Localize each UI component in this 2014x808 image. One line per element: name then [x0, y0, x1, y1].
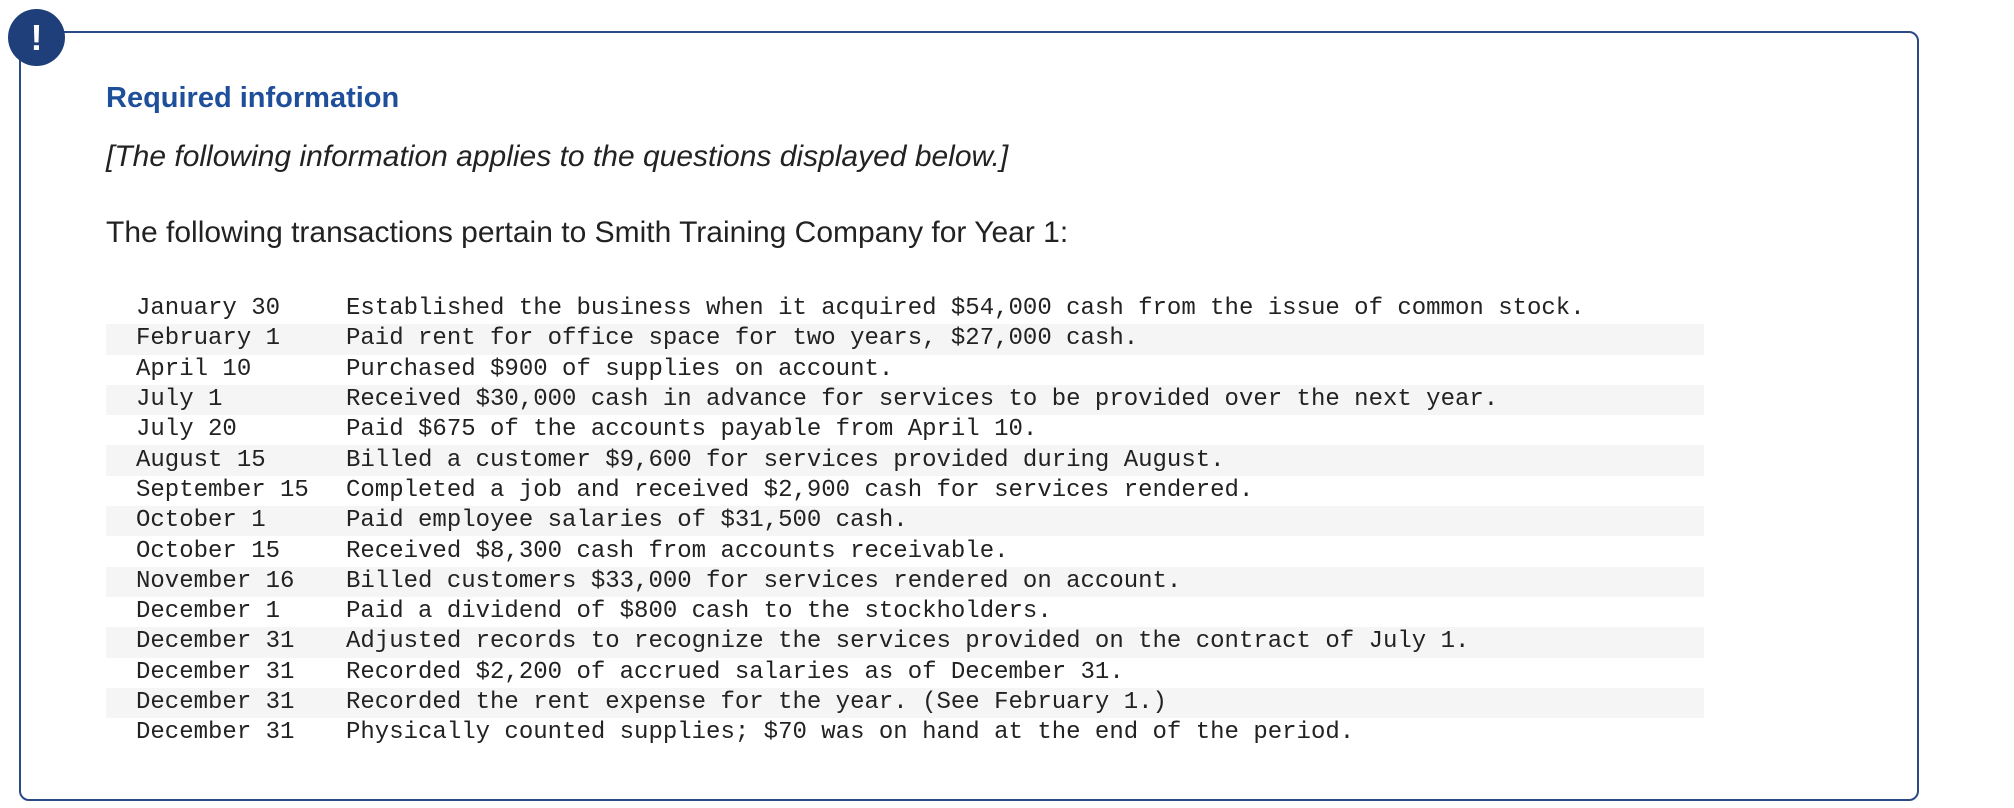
transaction-description: Paid $675 of the accounts payable from April 10. — [346, 416, 1038, 444]
transaction-description: Billed a customer $9,600 for services provided during August. — [346, 446, 1225, 474]
transaction-description: Paid a dividend of $800 cash to the stockholders. — [346, 598, 1052, 626]
table-row — [106, 627, 1704, 657]
table-row — [106, 567, 1704, 597]
transaction-date: December 31 — [136, 628, 295, 656]
table-row — [106, 415, 1704, 445]
required-information-heading: Required information — [106, 82, 400, 114]
table-row — [106, 718, 1704, 748]
table-row — [106, 385, 1704, 415]
transaction-date: September 15 — [136, 476, 309, 504]
transaction-description: Paid rent for office space for two years, $27,000 cash. — [346, 325, 1139, 353]
table-row — [106, 536, 1704, 566]
table-row — [106, 688, 1704, 718]
transaction-description: Recorded $2,200 of accrued salaries as of December 31. — [346, 658, 1124, 686]
transaction-description: Recorded the rent expense for the year. (See February 1.) — [346, 689, 1167, 716]
transaction-date: January 30 — [136, 295, 281, 323]
table-row — [106, 324, 1704, 354]
table-row — [106, 658, 1704, 688]
transaction-date: July 20 — [136, 416, 237, 444]
transaction-date: November 16 — [136, 567, 295, 595]
transaction-description: Purchased $900 of supplies on account. — [346, 355, 894, 383]
transaction-description: Physically counted supplies; $70 was on hand at the end of the period. — [346, 719, 1355, 747]
transaction-description: Received $30,000 cash in advance for services to be provided over the next year. — [346, 386, 1499, 414]
transaction-description: Completed a job and received $2,900 cash for services rendered. — [346, 476, 1254, 504]
transaction-date: December 31 — [136, 658, 295, 686]
table-row — [106, 294, 1704, 324]
transaction-date: December 31 — [136, 689, 295, 716]
table-row — [106, 476, 1704, 506]
transaction-date: August 15 — [136, 446, 266, 474]
table-row — [106, 445, 1704, 475]
transaction-date: December 1 — [136, 598, 281, 626]
exclamation-icon: ! — [8, 9, 65, 66]
intro-text: The following transactions pertain to Smith Training Company for Year 1: — [106, 216, 1069, 249]
transaction-date: December 31 — [136, 719, 295, 747]
transactions-table-body — [106, 294, 1704, 748]
transaction-date: July 1 — [136, 386, 223, 414]
transaction-date: April 10 — [136, 355, 252, 383]
transaction-date: October 1 — [136, 507, 266, 535]
transactions-table — [106, 294, 1704, 748]
transaction-description: Received $8,300 cash from accounts receivable. — [346, 537, 1009, 565]
transaction-description: Established the business when it acquired $54,000 cash from the issue of common stock. — [346, 295, 1585, 323]
transaction-description: Paid employee salaries of $31,500 cash. — [346, 507, 908, 535]
transaction-date: February 1 — [136, 325, 281, 353]
transaction-description: Billed customers $33,000 for services rendered on account. — [346, 567, 1182, 595]
applies-note: [The following information applies to the questions displayed below.] — [106, 140, 1009, 173]
table-row — [106, 597, 1704, 627]
table-row — [106, 355, 1704, 385]
table-row — [106, 506, 1704, 536]
transaction-description: Adjusted records to recognize the services provided on the contract of July 1. — [346, 628, 1470, 656]
transaction-date: October 15 — [136, 537, 281, 565]
